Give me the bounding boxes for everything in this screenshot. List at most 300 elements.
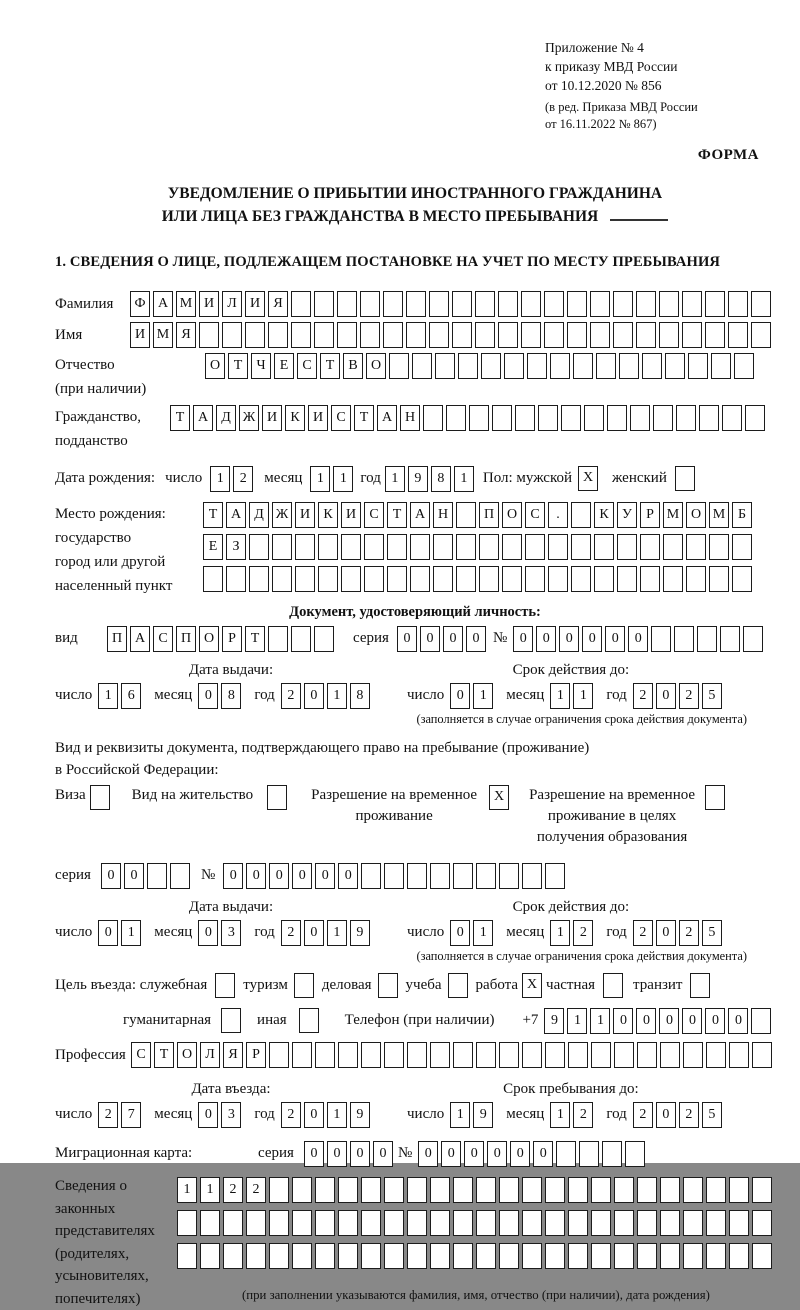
char-cell[interactable] [734, 353, 754, 379]
char-cell[interactable]: П [176, 626, 196, 652]
char-cell[interactable] [291, 322, 311, 348]
char-cell[interactable] [364, 566, 384, 592]
char-cell[interactable] [383, 291, 403, 317]
char-cell[interactable] [475, 291, 495, 317]
char-cell[interactable] [499, 863, 519, 889]
char-cell[interactable] [579, 1141, 599, 1167]
char-cell[interactable] [660, 1210, 680, 1236]
char-cell[interactable] [361, 863, 381, 889]
char-cell[interactable]: 0 [450, 683, 470, 709]
char-cell[interactable]: В [343, 353, 363, 379]
char-cell[interactable] [568, 1210, 588, 1236]
char-cell[interactable] [522, 863, 542, 889]
char-cell[interactable] [498, 322, 518, 348]
char-cell[interactable] [522, 1210, 542, 1236]
birth-year-input[interactable] [385, 466, 477, 492]
char-cell[interactable]: 2 [573, 1102, 593, 1128]
char-cell[interactable] [246, 1210, 266, 1236]
doc-issue-year-input[interactable] [281, 683, 373, 709]
char-cell[interactable]: 1 [121, 920, 141, 946]
char-cell[interactable]: 8 [350, 683, 370, 709]
char-cell[interactable] [697, 626, 717, 652]
char-cell[interactable] [525, 566, 545, 592]
char-cell[interactable]: 1 [177, 1177, 197, 1203]
char-cell[interactable] [613, 291, 633, 317]
purpose-study-checkbox[interactable] [448, 973, 468, 998]
char-cell[interactable] [315, 1210, 335, 1236]
char-cell[interactable] [538, 405, 558, 431]
char-cell[interactable]: Е [203, 534, 223, 560]
residence-expiry-day-input[interactable] [450, 920, 496, 946]
char-cell[interactable] [338, 1243, 358, 1269]
stay-until-day-input[interactable] [450, 1102, 496, 1128]
char-cell[interactable] [545, 863, 565, 889]
migration-series-input[interactable] [304, 1141, 396, 1167]
char-cell[interactable] [590, 322, 610, 348]
char-cell[interactable]: 0 [246, 863, 266, 889]
char-cell[interactable]: М [153, 322, 173, 348]
char-cell[interactable]: 1 [590, 1008, 610, 1034]
char-cell[interactable] [452, 291, 472, 317]
char-cell[interactable] [573, 353, 593, 379]
char-cell[interactable]: Л [222, 291, 242, 317]
temp-residence-edu-checkbox[interactable] [705, 785, 725, 810]
char-cell[interactable] [453, 1042, 473, 1068]
char-cell[interactable] [341, 566, 361, 592]
char-cell[interactable]: А [153, 291, 173, 317]
char-cell[interactable]: 2 [281, 1102, 301, 1128]
char-cell[interactable]: И [130, 322, 150, 348]
char-cell[interactable] [683, 1177, 703, 1203]
char-cell[interactable] [729, 1177, 749, 1203]
char-cell[interactable] [456, 502, 476, 528]
char-cell[interactable] [246, 1243, 266, 1269]
representatives-line1-input[interactable] [177, 1177, 775, 1203]
char-cell[interactable] [568, 1042, 588, 1068]
char-cell[interactable]: 0 [705, 1008, 725, 1034]
char-cell[interactable] [249, 534, 269, 560]
char-cell[interactable]: Т [387, 502, 407, 528]
representatives-line2-input[interactable] [177, 1210, 775, 1236]
char-cell[interactable] [706, 1243, 726, 1269]
char-cell[interactable]: 0 [441, 1141, 461, 1167]
char-cell[interactable] [720, 626, 740, 652]
char-cell[interactable]: 0 [124, 863, 144, 889]
char-cell[interactable] [660, 1243, 680, 1269]
char-cell[interactable]: 1 [385, 466, 405, 492]
char-cell[interactable]: 0 [656, 920, 676, 946]
char-cell[interactable] [476, 1177, 496, 1203]
char-cell[interactable] [732, 566, 752, 592]
char-cell[interactable]: 1 [454, 466, 474, 492]
char-cell[interactable] [314, 626, 334, 652]
char-cell[interactable] [544, 322, 564, 348]
char-cell[interactable] [527, 353, 547, 379]
char-cell[interactable]: 2 [281, 920, 301, 946]
char-cell[interactable]: О [502, 502, 522, 528]
birth-place-line1-input[interactable] [203, 502, 755, 528]
char-cell[interactable]: Я [268, 291, 288, 317]
char-cell[interactable] [269, 1042, 289, 1068]
char-cell[interactable]: 2 [223, 1177, 243, 1203]
char-cell[interactable] [292, 1177, 312, 1203]
char-cell[interactable]: С [331, 405, 351, 431]
char-cell[interactable]: 0 [98, 920, 118, 946]
char-cell[interactable]: 7 [121, 1102, 141, 1128]
char-cell[interactable] [383, 322, 403, 348]
char-cell[interactable] [709, 534, 729, 560]
doc-kind-input[interactable] [107, 626, 337, 652]
char-cell[interactable]: С [153, 626, 173, 652]
char-cell[interactable] [407, 1042, 427, 1068]
doc-issue-month-input[interactable] [198, 683, 244, 709]
char-cell[interactable]: 1 [310, 466, 330, 492]
char-cell[interactable] [525, 534, 545, 560]
char-cell[interactable] [407, 1177, 427, 1203]
char-cell[interactable]: 0 [315, 863, 335, 889]
char-cell[interactable] [222, 322, 242, 348]
doc-series-input[interactable] [397, 626, 489, 652]
char-cell[interactable]: 2 [233, 466, 253, 492]
char-cell[interactable]: 1 [550, 920, 570, 946]
char-cell[interactable]: 0 [443, 626, 463, 652]
char-cell[interactable] [752, 1042, 772, 1068]
char-cell[interactable] [640, 566, 660, 592]
char-cell[interactable]: И [308, 405, 328, 431]
char-cell[interactable] [594, 566, 614, 592]
char-cell[interactable] [249, 566, 269, 592]
visa-checkbox[interactable] [90, 785, 110, 810]
char-cell[interactable] [407, 1210, 427, 1236]
char-cell[interactable]: Р [222, 626, 242, 652]
char-cell[interactable] [292, 1042, 312, 1068]
char-cell[interactable] [709, 566, 729, 592]
char-cell[interactable] [475, 322, 495, 348]
char-cell[interactable] [430, 863, 450, 889]
char-cell[interactable] [499, 1243, 519, 1269]
arrival-month-input[interactable] [198, 1102, 244, 1128]
char-cell[interactable]: А [193, 405, 213, 431]
char-cell[interactable]: 0 [304, 683, 324, 709]
residence-expiry-year-input[interactable] [633, 920, 725, 946]
char-cell[interactable] [728, 291, 748, 317]
char-cell[interactable] [522, 1243, 542, 1269]
char-cell[interactable]: 9 [473, 1102, 493, 1128]
purpose-humanitarian-checkbox[interactable] [221, 1008, 241, 1033]
char-cell[interactable] [223, 1243, 243, 1269]
char-cell[interactable] [614, 1177, 634, 1203]
char-cell[interactable] [200, 1243, 220, 1269]
char-cell[interactable]: 0 [628, 626, 648, 652]
char-cell[interactable] [433, 534, 453, 560]
char-cell[interactable] [453, 863, 473, 889]
char-cell[interactable] [568, 1177, 588, 1203]
char-cell[interactable] [571, 534, 591, 560]
char-cell[interactable] [699, 405, 719, 431]
char-cell[interactable] [268, 626, 288, 652]
char-cell[interactable] [637, 1243, 657, 1269]
char-cell[interactable] [591, 1042, 611, 1068]
char-cell[interactable] [660, 1042, 680, 1068]
char-cell[interactable] [722, 405, 742, 431]
char-cell[interactable] [318, 566, 338, 592]
char-cell[interactable] [584, 405, 604, 431]
patronymic-input[interactable] [205, 353, 757, 379]
char-cell[interactable]: Ж [239, 405, 259, 431]
char-cell[interactable] [706, 1210, 726, 1236]
char-cell[interactable]: А [377, 405, 397, 431]
char-cell[interactable]: Я [223, 1042, 243, 1068]
char-cell[interactable] [544, 291, 564, 317]
char-cell[interactable]: К [285, 405, 305, 431]
char-cell[interactable] [617, 534, 637, 560]
given-name-input[interactable] [130, 322, 774, 348]
purpose-tourism-checkbox[interactable] [294, 973, 314, 998]
char-cell[interactable]: 0 [464, 1141, 484, 1167]
char-cell[interactable] [295, 534, 315, 560]
char-cell[interactable] [686, 534, 706, 560]
char-cell[interactable] [751, 1008, 771, 1034]
char-cell[interactable] [318, 534, 338, 560]
char-cell[interactable] [751, 291, 771, 317]
char-cell[interactable] [688, 353, 708, 379]
char-cell[interactable] [659, 322, 679, 348]
char-cell[interactable] [476, 1042, 496, 1068]
sex-female-checkbox[interactable] [675, 466, 695, 491]
char-cell[interactable]: 2 [679, 683, 699, 709]
char-cell[interactable] [614, 1210, 634, 1236]
char-cell[interactable] [625, 1141, 645, 1167]
char-cell[interactable] [711, 353, 731, 379]
char-cell[interactable]: 0 [659, 1008, 679, 1034]
residence-issue-day-input[interactable] [98, 920, 144, 946]
char-cell[interactable] [295, 566, 315, 592]
char-cell[interactable] [705, 291, 725, 317]
char-cell[interactable] [637, 1177, 657, 1203]
char-cell[interactable]: А [410, 502, 430, 528]
char-cell[interactable]: А [130, 626, 150, 652]
char-cell[interactable] [410, 566, 430, 592]
char-cell[interactable] [269, 1177, 289, 1203]
char-cell[interactable] [502, 566, 522, 592]
char-cell[interactable] [591, 1210, 611, 1236]
char-cell[interactable]: О [366, 353, 386, 379]
char-cell[interactable] [429, 291, 449, 317]
char-cell[interactable] [361, 1243, 381, 1269]
char-cell[interactable] [752, 1210, 772, 1236]
phone-input[interactable] [544, 1008, 774, 1034]
doc-expiry-month-input[interactable] [550, 683, 596, 709]
doc-expiry-day-input[interactable] [450, 683, 496, 709]
arrival-year-input[interactable] [281, 1102, 373, 1128]
char-cell[interactable]: М [176, 291, 196, 317]
char-cell[interactable] [499, 1210, 519, 1236]
char-cell[interactable]: 0 [656, 683, 676, 709]
char-cell[interactable] [200, 1210, 220, 1236]
char-cell[interactable]: 0 [397, 626, 417, 652]
char-cell[interactable]: 2 [246, 1177, 266, 1203]
char-cell[interactable] [479, 566, 499, 592]
representatives-line3-input[interactable] [177, 1243, 775, 1269]
char-cell[interactable]: З [226, 534, 246, 560]
char-cell[interactable] [245, 322, 265, 348]
char-cell[interactable]: Р [246, 1042, 266, 1068]
purpose-private-checkbox[interactable] [603, 973, 623, 998]
char-cell[interactable] [548, 566, 568, 592]
char-cell[interactable] [596, 353, 616, 379]
char-cell[interactable]: 0 [605, 626, 625, 652]
char-cell[interactable]: Т [228, 353, 248, 379]
char-cell[interactable]: С [525, 502, 545, 528]
char-cell[interactable] [476, 1243, 496, 1269]
char-cell[interactable] [407, 863, 427, 889]
char-cell[interactable] [384, 1210, 404, 1236]
char-cell[interactable] [430, 1243, 450, 1269]
doc-number-input[interactable] [513, 626, 766, 652]
char-cell[interactable]: 3 [221, 1102, 241, 1128]
char-cell[interactable]: 0 [269, 863, 289, 889]
char-cell[interactable]: С [297, 353, 317, 379]
char-cell[interactable] [732, 534, 752, 560]
char-cell[interactable] [360, 322, 380, 348]
char-cell[interactable]: 0 [198, 683, 218, 709]
char-cell[interactable] [729, 1042, 749, 1068]
char-cell[interactable] [456, 566, 476, 592]
char-cell[interactable] [674, 626, 694, 652]
char-cell[interactable]: И [341, 502, 361, 528]
char-cell[interactable] [659, 291, 679, 317]
migration-number-input[interactable] [418, 1141, 648, 1167]
char-cell[interactable] [433, 566, 453, 592]
char-cell[interactable]: 6 [121, 683, 141, 709]
char-cell[interactable] [602, 1141, 622, 1167]
char-cell[interactable] [567, 322, 587, 348]
char-cell[interactable]: 9 [408, 466, 428, 492]
char-cell[interactable] [338, 1210, 358, 1236]
char-cell[interactable] [223, 1210, 243, 1236]
char-cell[interactable] [637, 1042, 657, 1068]
char-cell[interactable]: М [663, 502, 683, 528]
char-cell[interactable]: Б [732, 502, 752, 528]
char-cell[interactable] [614, 1042, 634, 1068]
char-cell[interactable] [314, 322, 334, 348]
char-cell[interactable] [341, 534, 361, 560]
char-cell[interactable]: И [199, 291, 219, 317]
char-cell[interactable] [268, 322, 288, 348]
char-cell[interactable] [613, 322, 633, 348]
char-cell[interactable]: 0 [198, 920, 218, 946]
purpose-business-checkbox[interactable] [378, 973, 398, 998]
char-cell[interactable] [292, 1243, 312, 1269]
char-cell[interactable]: К [318, 502, 338, 528]
char-cell[interactable] [387, 566, 407, 592]
char-cell[interactable] [567, 291, 587, 317]
char-cell[interactable]: 0 [304, 1102, 324, 1128]
surname-input[interactable] [130, 291, 774, 317]
char-cell[interactable] [435, 353, 455, 379]
char-cell[interactable]: 1 [327, 683, 347, 709]
char-cell[interactable] [630, 405, 650, 431]
char-cell[interactable] [686, 566, 706, 592]
char-cell[interactable]: 1 [573, 683, 593, 709]
char-cell[interactable]: 1 [567, 1008, 587, 1034]
char-cell[interactable] [199, 322, 219, 348]
residence-number-input[interactable] [223, 863, 568, 889]
char-cell[interactable] [522, 1177, 542, 1203]
char-cell[interactable] [502, 534, 522, 560]
char-cell[interactable] [642, 353, 662, 379]
char-cell[interactable] [406, 322, 426, 348]
char-cell[interactable]: 1 [450, 1102, 470, 1128]
char-cell[interactable] [617, 566, 637, 592]
char-cell[interactable] [729, 1210, 749, 1236]
residence-series-input[interactable] [101, 863, 193, 889]
char-cell[interactable] [456, 534, 476, 560]
char-cell[interactable]: Т [320, 353, 340, 379]
char-cell[interactable] [522, 1042, 542, 1068]
char-cell[interactable] [384, 1042, 404, 1068]
char-cell[interactable]: О [686, 502, 706, 528]
char-cell[interactable] [499, 1177, 519, 1203]
char-cell[interactable] [561, 405, 581, 431]
char-cell[interactable]: 0 [513, 626, 533, 652]
char-cell[interactable]: 9 [544, 1008, 564, 1034]
purpose-transit-checkbox[interactable] [690, 973, 710, 998]
char-cell[interactable] [291, 291, 311, 317]
char-cell[interactable]: 0 [559, 626, 579, 652]
residence-expiry-month-input[interactable] [550, 920, 596, 946]
char-cell[interactable] [499, 1042, 519, 1068]
char-cell[interactable] [384, 863, 404, 889]
char-cell[interactable]: 0 [450, 920, 470, 946]
char-cell[interactable]: 0 [101, 863, 121, 889]
char-cell[interactable] [389, 353, 409, 379]
char-cell[interactable]: 0 [304, 1141, 324, 1167]
char-cell[interactable] [423, 405, 443, 431]
char-cell[interactable] [452, 322, 472, 348]
char-cell[interactable] [706, 1177, 726, 1203]
char-cell[interactable] [651, 626, 671, 652]
birth-place-line2-input[interactable] [203, 534, 755, 560]
char-cell[interactable]: Т [354, 405, 374, 431]
char-cell[interactable] [177, 1243, 197, 1269]
char-cell[interactable] [521, 291, 541, 317]
char-cell[interactable] [636, 291, 656, 317]
char-cell[interactable] [556, 1141, 576, 1167]
char-cell[interactable]: 1 [333, 466, 353, 492]
char-cell[interactable] [177, 1210, 197, 1236]
stay-until-year-input[interactable] [633, 1102, 725, 1128]
purpose-official-checkbox[interactable] [215, 973, 235, 998]
char-cell[interactable]: Н [433, 502, 453, 528]
char-cell[interactable] [498, 291, 518, 317]
char-cell[interactable] [170, 863, 190, 889]
char-cell[interactable]: 1 [473, 683, 493, 709]
char-cell[interactable]: Д [216, 405, 236, 431]
char-cell[interactable]: 2 [679, 1102, 699, 1128]
char-cell[interactable]: С [131, 1042, 151, 1068]
char-cell[interactable] [407, 1243, 427, 1269]
char-cell[interactable]: 9 [350, 1102, 370, 1128]
residence-issue-month-input[interactable] [198, 920, 244, 946]
char-cell[interactable]: 5 [702, 683, 722, 709]
char-cell[interactable] [384, 1243, 404, 1269]
char-cell[interactable] [476, 863, 496, 889]
char-cell[interactable] [706, 1042, 726, 1068]
char-cell[interactable]: И [295, 502, 315, 528]
char-cell[interactable]: 2 [679, 920, 699, 946]
char-cell[interactable]: 0 [536, 626, 556, 652]
